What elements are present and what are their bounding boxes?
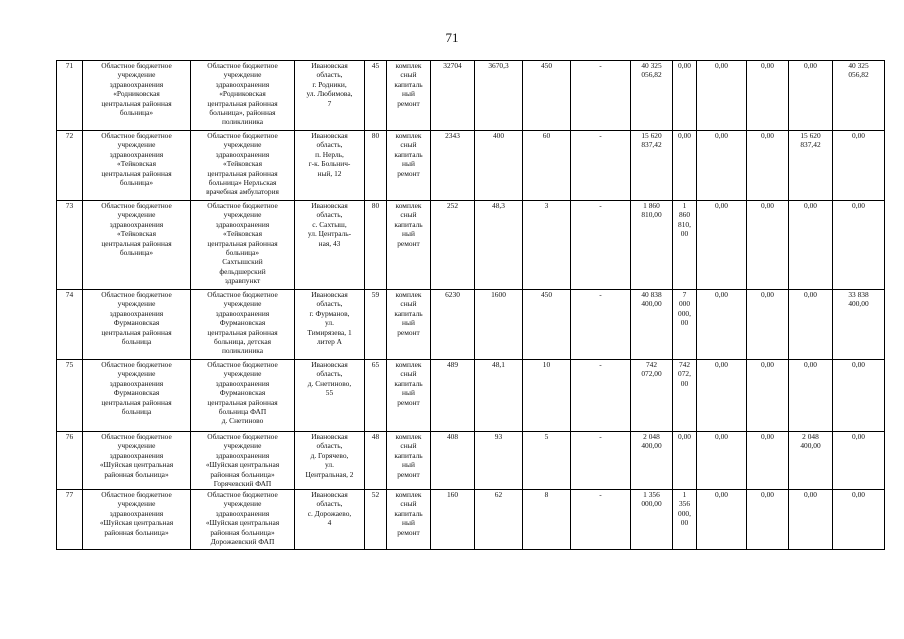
facilities-table: [56, 60, 885, 550]
owner-cell: Областное бюджетное учреждение здравоохранения «Тейковская центральная районная больница»: [83, 131, 191, 201]
funding-cell: 0,00: [833, 131, 885, 201]
funding-cell: 0,00: [833, 360, 885, 432]
value-cell: 10: [523, 360, 571, 432]
work-type-cell: комплек сный капиталь ный ремонт: [387, 360, 431, 432]
table-row: [57, 490, 885, 550]
funding-cell: 33 838 400,00: [833, 290, 885, 360]
funding-cell: 742 072, 00: [673, 360, 697, 432]
funding-cell: 0,00: [697, 432, 747, 490]
funding-cell: 0,00: [747, 131, 789, 201]
table-row: [57, 131, 885, 201]
value-cell: 60: [523, 131, 571, 201]
funding-cell: 0,00: [747, 490, 789, 550]
value-cell: 93: [475, 432, 523, 490]
value-cell: -: [571, 432, 631, 490]
funding-cell: 0,00: [747, 360, 789, 432]
work-type-cell: комплек сный капиталь ный ремонт: [387, 290, 431, 360]
address-cell: Ивановская область, с. Сахтыш, ул. Централь- ная, 43: [295, 201, 365, 290]
owner-cell: Областное бюджетное учреждение здравоохранения Фурмановская центральная районная больница: [83, 360, 191, 432]
address-cell: Ивановская область, п. Нерль, г-к. Больнич- ный, 12: [295, 131, 365, 201]
total-cell: 1 356 000,00: [631, 490, 673, 550]
funding-cell: 0,00: [697, 201, 747, 290]
table-row: [57, 432, 885, 490]
work-type-cell: комплек сный капиталь ный ремонт: [387, 131, 431, 201]
funding-cell: 0,00: [673, 131, 697, 201]
funding-cell: 0,00: [673, 61, 697, 131]
year-cell: 48: [365, 432, 387, 490]
total-cell: 40 838 400,00: [631, 290, 673, 360]
funding-cell: 0,00: [697, 61, 747, 131]
funding-cell: 0,00: [697, 490, 747, 550]
facility-cell: Областное бюджетное учреждение здравоохранения «Родниковская центральная районная больница», районная поликлиника: [191, 61, 295, 131]
facility-cell: Областное бюджетное учреждение здравоохранения «Шуйская центральная районная больница» Дорожаевский ФАП: [191, 490, 295, 550]
row-number: 74: [57, 290, 83, 360]
funding-cell: 2 048 400,00: [789, 432, 833, 490]
table-row: [57, 201, 885, 290]
table-row: [57, 360, 885, 432]
value-cell: 400: [475, 131, 523, 201]
area-cell: 160: [431, 490, 475, 550]
table-body: [57, 61, 885, 550]
area-cell: 408: [431, 432, 475, 490]
funding-cell: 0,00: [697, 290, 747, 360]
funding-cell: 0,00: [789, 201, 833, 290]
funding-cell: 0,00: [747, 432, 789, 490]
address-cell: Ивановская область, д. Горячево, ул. Центральная, 2: [295, 432, 365, 490]
facility-cell: Областное бюджетное учреждение здравоохранения «Тейковская центральная районная больница» Нерльская врачебная амбулатория: [191, 131, 295, 201]
value-cell: 450: [523, 61, 571, 131]
row-number: 71: [57, 61, 83, 131]
value-cell: 48,3: [475, 201, 523, 290]
funding-cell: 15 620 837,42: [789, 131, 833, 201]
owner-cell: Областное бюджетное учреждение здравоохранения «Шуйская центральная районная больница»: [83, 490, 191, 550]
value-cell: -: [571, 131, 631, 201]
year-cell: 80: [365, 131, 387, 201]
year-cell: 52: [365, 490, 387, 550]
work-type-cell: комплек сный капиталь ный ремонт: [387, 490, 431, 550]
funding-cell: 0,00: [747, 61, 789, 131]
address-cell: Ивановская область, г. Фурманов, ул. Тимирязева, 1 литер А: [295, 290, 365, 360]
value-cell: 48,1: [475, 360, 523, 432]
owner-cell: Областное бюджетное учреждение здравоохранения «Шуйская центральная районная больница»: [83, 432, 191, 490]
table-row: [57, 290, 885, 360]
value-cell: 3670,3: [475, 61, 523, 131]
funding-cell: 0,00: [747, 290, 789, 360]
page-number: 71: [445, 30, 459, 45]
address-cell: Ивановская область, с. Дорожаево, 4: [295, 490, 365, 550]
value-cell: -: [571, 290, 631, 360]
value-cell: 1600: [475, 290, 523, 360]
funding-cell: 0,00: [697, 131, 747, 201]
row-number: 76: [57, 432, 83, 490]
owner-cell: Областное бюджетное учреждение здравоохранения «Тейковская центральная районная больница»: [83, 201, 191, 290]
total-cell: 15 620 837,42: [631, 131, 673, 201]
total-cell: 742 072,00: [631, 360, 673, 432]
row-number: 72: [57, 131, 83, 201]
area-cell: 2343: [431, 131, 475, 201]
value-cell: -: [571, 360, 631, 432]
year-cell: 45: [365, 61, 387, 131]
area-cell: 489: [431, 360, 475, 432]
row-number: 77: [57, 490, 83, 550]
total-cell: 1 860 810,00: [631, 201, 673, 290]
area-cell: 252: [431, 201, 475, 290]
funding-cell: 40 325 056,82: [833, 61, 885, 131]
funding-cell: 1 860 810, 00: [673, 201, 697, 290]
work-type-cell: комплек сный капиталь ный ремонт: [387, 432, 431, 490]
value-cell: -: [571, 61, 631, 131]
owner-cell: Областное бюджетное учреждение здравоохранения «Родниковская центральная районная больница»: [83, 61, 191, 131]
funding-cell: 0,00: [789, 61, 833, 131]
owner-cell: Областное бюджетное учреждение здравоохранения Фурмановская центральная районная больница: [83, 290, 191, 360]
funding-cell: 0,00: [833, 201, 885, 290]
value-cell: -: [571, 490, 631, 550]
year-cell: 59: [365, 290, 387, 360]
facility-cell: Областное бюджетное учреждение здравоохранения «Шуйская центральная районная больница» Горячевский ФАП: [191, 432, 295, 490]
funding-cell: 0,00: [673, 432, 697, 490]
area-cell: 32704: [431, 61, 475, 131]
funding-cell: 0,00: [697, 360, 747, 432]
row-number: 75: [57, 360, 83, 432]
funding-cell: 1 356 000, 00: [673, 490, 697, 550]
funding-cell: 0,00: [833, 490, 885, 550]
total-cell: 2 048 400,00: [631, 432, 673, 490]
funding-cell: 0,00: [789, 360, 833, 432]
funding-cell: 7 000 000, 00: [673, 290, 697, 360]
funding-cell: 0,00: [789, 490, 833, 550]
area-cell: 6230: [431, 290, 475, 360]
value-cell: 5: [523, 432, 571, 490]
address-cell: Ивановская область, г. Родники, ул. Любимова, 7: [295, 61, 365, 131]
table-row: [57, 61, 885, 131]
facility-cell: Областное бюджетное учреждение здравоохранения «Тейковская центральная районная больница» Сахтышский фельдшерский здравпункт: [191, 201, 295, 290]
address-cell: Ивановская область, д. Снетиново, 55: [295, 360, 365, 432]
value-cell: 450: [523, 290, 571, 360]
year-cell: 80: [365, 201, 387, 290]
value-cell: 62: [475, 490, 523, 550]
value-cell: 8: [523, 490, 571, 550]
work-type-cell: комплек сный капиталь ный ремонт: [387, 61, 431, 131]
funding-cell: 0,00: [789, 290, 833, 360]
row-number: 73: [57, 201, 83, 290]
facility-cell: Областное бюджетное учреждение здравоохранения Фурмановская центральная районная больница, детская поликлиника: [191, 290, 295, 360]
work-type-cell: комплек сный капиталь ный ремонт: [387, 201, 431, 290]
value-cell: -: [571, 201, 631, 290]
facility-cell: Областное бюджетное учреждение здравоохранения Фурмановская центральная районная больница ФАП д. Снетиново: [191, 360, 295, 432]
funding-cell: 0,00: [747, 201, 789, 290]
funding-cell: 0,00: [833, 432, 885, 490]
year-cell: 65: [365, 360, 387, 432]
value-cell: 3: [523, 201, 571, 290]
total-cell: 40 325 056,82: [631, 61, 673, 131]
